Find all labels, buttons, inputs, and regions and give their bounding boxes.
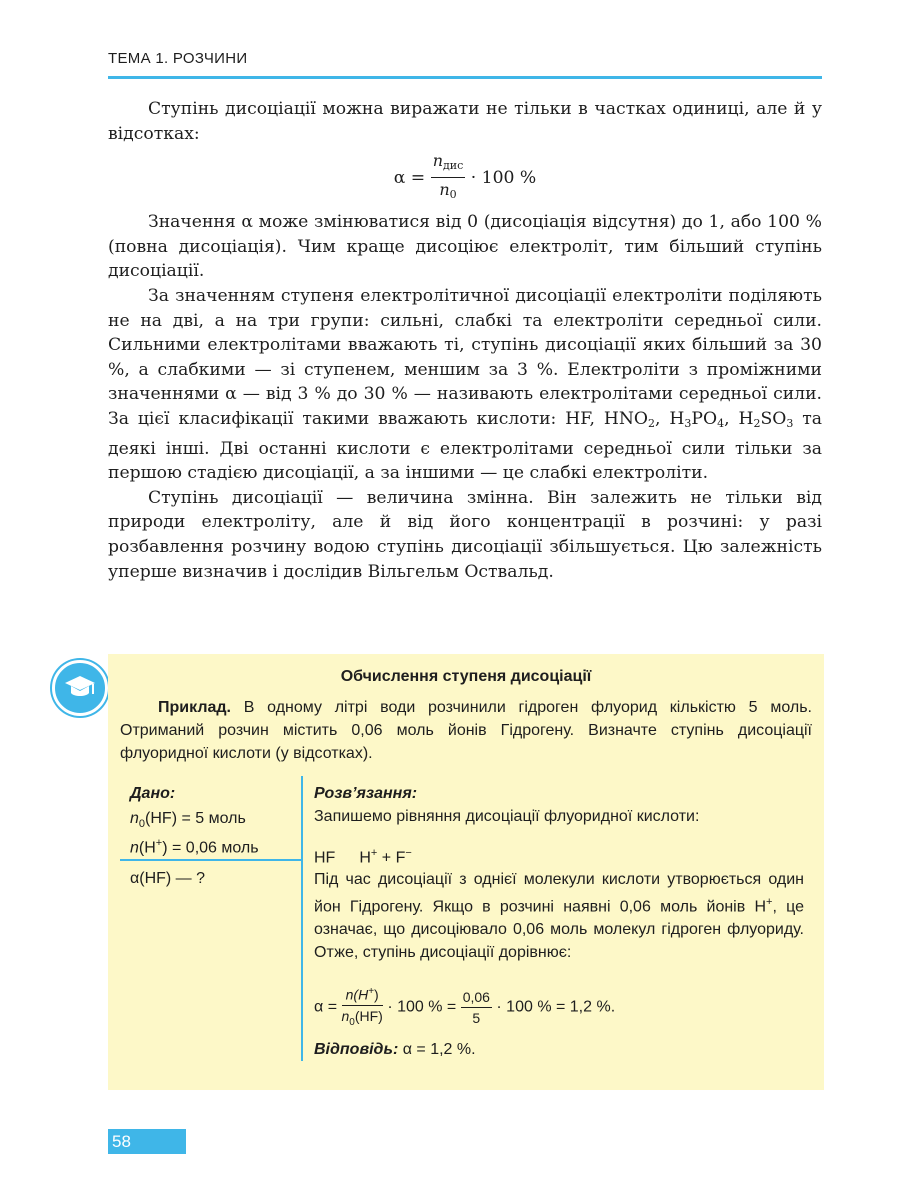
given-1: $n_0(HF) = 5$ моль	[130, 810, 246, 831]
find-value: α(HF) — ?	[130, 870, 206, 887]
answer: Відповідь: α = 1,2 %.	[314, 1041, 476, 1058]
solution-label: Розв’язання:	[314, 785, 418, 802]
header-rule	[108, 76, 822, 79]
given-2: n(H+) = 0,06 моль	[130, 837, 259, 857]
solution-formula: α = $\frac{n(H^+)}{n_0(HF)}$ · 100 % = $\frac{0,06}{5}$ · 100 % = 1,2 %.	[314, 982, 804, 1032]
example-title: Обчислення ступеня дисоціації	[340, 668, 592, 685]
page-number: 58	[108, 1129, 186, 1154]
solution-line-1: Запишемо рівняння дисоціації флуоридної кислоти:	[314, 808, 700, 825]
graduation-cap-icon	[52, 660, 108, 716]
formula-den: n	[439, 180, 450, 200]
solution-text: Під час дисоціації з однієї молекули кислоти утворюється один йон Гідрогену. Якщо в розчині наявні 0,06 моль йонів H+, це означає, що дисоціювало 0,06 моль молекул гідроген флуориду. Отже, ступінь дисоціації дорівнює:	[314, 871, 804, 962]
formula-num-sub: дис	[443, 159, 464, 173]
alpha-formula	[108, 150, 822, 202]
example-box	[108, 654, 824, 1090]
paragraph-3: За значенням ступеня електролітичної дисоціації електроліти поділяють не на дві, а на три групи: сильні, слабкі та електроліти середньої сили. Сильними електролітами вважають ті, ступінь дисоціації яких більший за 30 %, а слабкими — зі ступенем, меншим за 3 %. Електроліти з проміжними значеннями α — від 3 % до 30 % — називають електролітами середньої сили. За цієї класифікації такими вважають кислоти: HF, $HNO_2$, $H_3PO_4$, $H_2SO_3$ та деякі інші. Дві останні кислоти є електролітами середньої сили тільки за першою стадією дисоціації, а за іншими — це слабкі електроліти.	[108, 285, 823, 484]
paragraph-4: Ступінь дисоціації — величина змінна. Він залежить не тільки від природи електроліту, але й від його концентрації в розчині: у разі розбавлення розчину водою ступінь дисоціації збільшується. Цю залежність уперше визначив і дослідив Вільгельм Оствальд.	[108, 487, 822, 582]
formula-num: n	[432, 151, 443, 171]
paragraph-1: Ступінь дисоціації можна виражати не тільки в частках одиниці, але й у відсотках:	[108, 99, 822, 144]
formula-den-sub: 0	[449, 188, 457, 202]
divider-vertical	[301, 776, 303, 1061]
dissociation-equation: HF H+ + F−	[314, 847, 412, 867]
given-label: Дано:	[130, 785, 176, 802]
formula-rhs: · 100 %	[470, 168, 537, 189]
example-problem: Приклад. В одному літрі води розчинили гідроген флуорид кількістю 5 моль. Отриманий розчин містить 0,06 моль йонів Гідрогену. Визначте ступінь дисоціації флуоридної кислоти (у відсотках).	[120, 699, 812, 762]
formula-lhs: α =	[393, 168, 426, 189]
formula-fraction	[431, 150, 466, 207]
running-header: ТЕМА 1. РОЗЧИНИ	[108, 50, 248, 67]
main-text	[108, 97, 822, 584]
paragraph-2: Значення α може змінюватися від 0 (дисоціація відсутня) до 1, або 100 % (повна дисоціація). Чим краще дисоціює електроліт, тим більший ступінь дисоціації.	[108, 212, 822, 282]
